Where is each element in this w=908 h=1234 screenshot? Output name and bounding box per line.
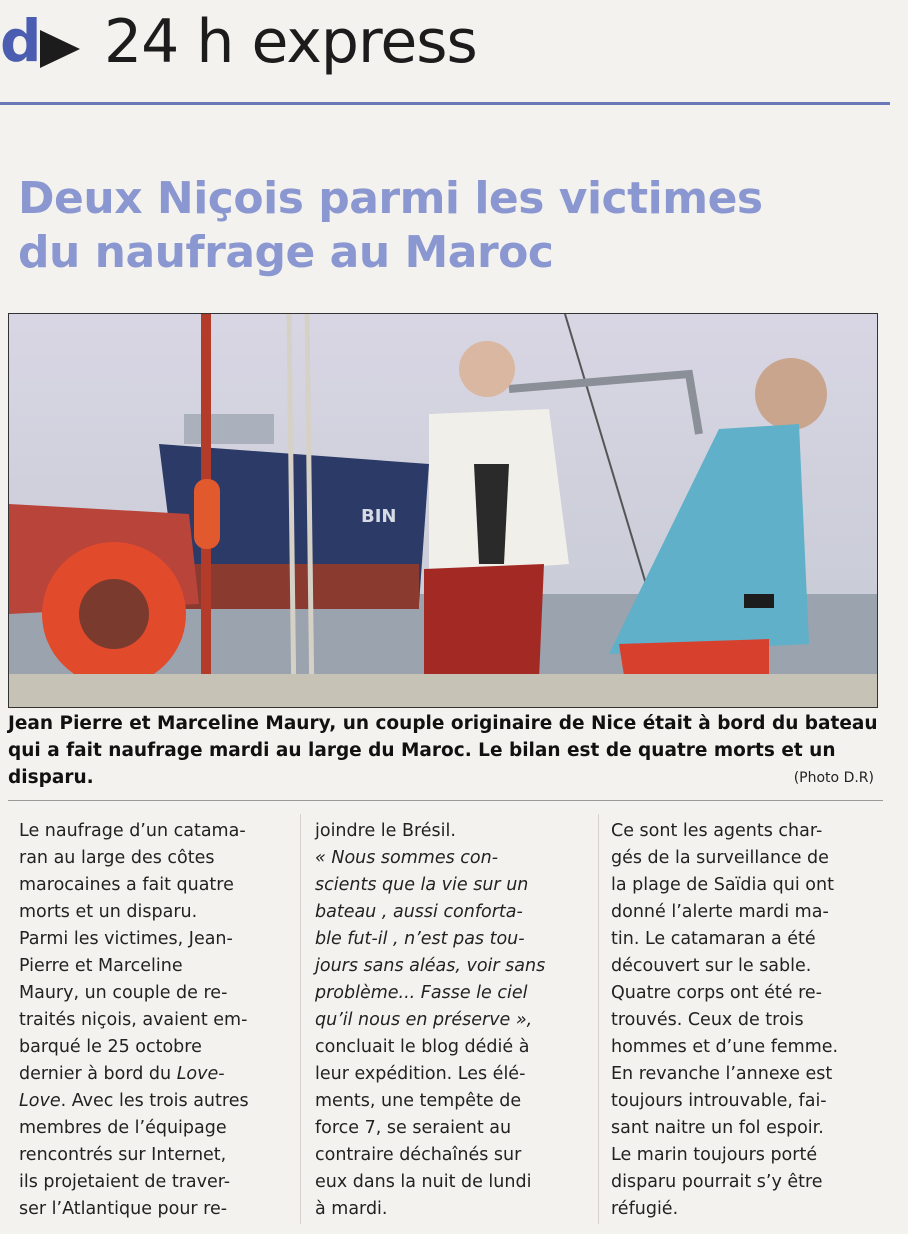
text-line: Quatre corps ont été re- bbox=[611, 983, 822, 1003]
article-headline bbox=[18, 172, 878, 280]
text-fragment: dernier à bord du bbox=[19, 1064, 172, 1084]
text-line: rencontrés sur Internet, bbox=[19, 1145, 227, 1165]
section-letter: d bbox=[0, 7, 42, 75]
text-line: Maury, un couple de re- bbox=[19, 983, 228, 1003]
quote-line: jours sans aléas, voir sans bbox=[315, 956, 546, 976]
text-line: toujours introuvable, fai- bbox=[611, 1091, 827, 1111]
text-fragment: . Avec les trois autres bbox=[60, 1091, 249, 1111]
article-photo bbox=[8, 313, 878, 708]
column-divider bbox=[300, 814, 301, 1224]
text-line: force 7, se seraient au bbox=[315, 1118, 512, 1138]
text-line: ments, une tempête de bbox=[315, 1091, 522, 1111]
text-line: disparu pourrait s’y être bbox=[611, 1172, 823, 1192]
text-line: Le naufrage d’un catama- bbox=[19, 821, 246, 841]
text-line: eux dans la nuit de lundi bbox=[315, 1172, 532, 1192]
article-column-3 bbox=[611, 818, 886, 1223]
boat-name: Love- bbox=[176, 1064, 225, 1084]
text-line bbox=[19, 1088, 289, 1115]
text-line: contraire déchaînés sur bbox=[315, 1145, 522, 1165]
text-line: ils projetaient de traver- bbox=[19, 1172, 231, 1192]
text-line: ran au large des côtes bbox=[19, 848, 215, 868]
text-line: gés de la surveillance de bbox=[611, 848, 829, 868]
text-line: traités niçois, avaient em- bbox=[19, 1010, 248, 1030]
caption-divider bbox=[8, 800, 883, 801]
column-divider bbox=[598, 814, 599, 1224]
article-column-2 bbox=[315, 818, 590, 1223]
text-line: En revanche l’annexe est bbox=[611, 1064, 833, 1084]
article-column-1 bbox=[19, 818, 289, 1223]
text-line: trouvés. Ceux de trois bbox=[611, 1010, 804, 1030]
quote-line: problème... Fasse le ciel bbox=[315, 983, 528, 1003]
photo-credit: (Photo D.R) bbox=[793, 770, 874, 786]
quote-line: scients que la vie sur un bbox=[315, 875, 529, 895]
text-line: tin. Le catamaran a été bbox=[611, 929, 816, 949]
play-arrow-icon bbox=[40, 30, 80, 68]
section-header bbox=[0, 0, 890, 105]
text-line: barqué le 25 octobre bbox=[19, 1037, 202, 1057]
photo-caption: Jean Pierre et Marceline Maury, un couple originaire de Nice était à bord du bateau qui a fait naufrage mardi au large du Maroc. Le bilan est de quatre morts et un disparu. bbox=[8, 713, 878, 788]
quote-line: « Nous sommes con- bbox=[315, 848, 499, 868]
section-name: 24 h express bbox=[104, 7, 477, 77]
text-line: ser l’Atlantique pour re- bbox=[19, 1199, 228, 1219]
quote-line: qu’il nous en préserve », bbox=[315, 1010, 533, 1030]
boat-name: Love bbox=[19, 1091, 61, 1111]
text-line: donné l’alerte mardi ma- bbox=[611, 902, 829, 922]
text-line: la plage de Saïdia qui ont bbox=[611, 875, 834, 895]
text-line: marocaines a fait quatre bbox=[19, 875, 234, 895]
text-line: à mardi. bbox=[315, 1199, 388, 1219]
quote-line: bateau , aussi conforta- bbox=[315, 902, 523, 922]
text-line: concluait le blog dédié à bbox=[315, 1037, 530, 1057]
text-line: sant naitre un fol espoir. bbox=[611, 1118, 824, 1138]
text-line: découvert sur le sable. bbox=[611, 956, 812, 976]
text-line: membres de l’équipage bbox=[19, 1118, 227, 1138]
text-line: Parmi les victimes, Jean- bbox=[19, 929, 233, 949]
ship-hull-text: BIN bbox=[361, 506, 397, 527]
headline-line-1: Deux Niçois parmi les victimes bbox=[18, 173, 763, 224]
text-line: joindre le Brésil. bbox=[315, 821, 456, 841]
text-line: Pierre et Marceline bbox=[19, 956, 183, 976]
text-line: morts et un disparu. bbox=[19, 902, 198, 922]
text-line bbox=[19, 1061, 289, 1088]
headline-line-2: du naufrage au Maroc bbox=[18, 227, 554, 278]
quote-line: ble fut-il , n’est pas tou- bbox=[315, 929, 525, 949]
text-line: Le marin toujours porté bbox=[611, 1145, 818, 1165]
text-line: réfugié. bbox=[611, 1199, 679, 1219]
text-line: Ce sont les agents char- bbox=[611, 821, 823, 841]
text-line: hommes et d’une femme. bbox=[611, 1037, 839, 1057]
text-line: leur expédition. Les élé- bbox=[315, 1064, 526, 1084]
